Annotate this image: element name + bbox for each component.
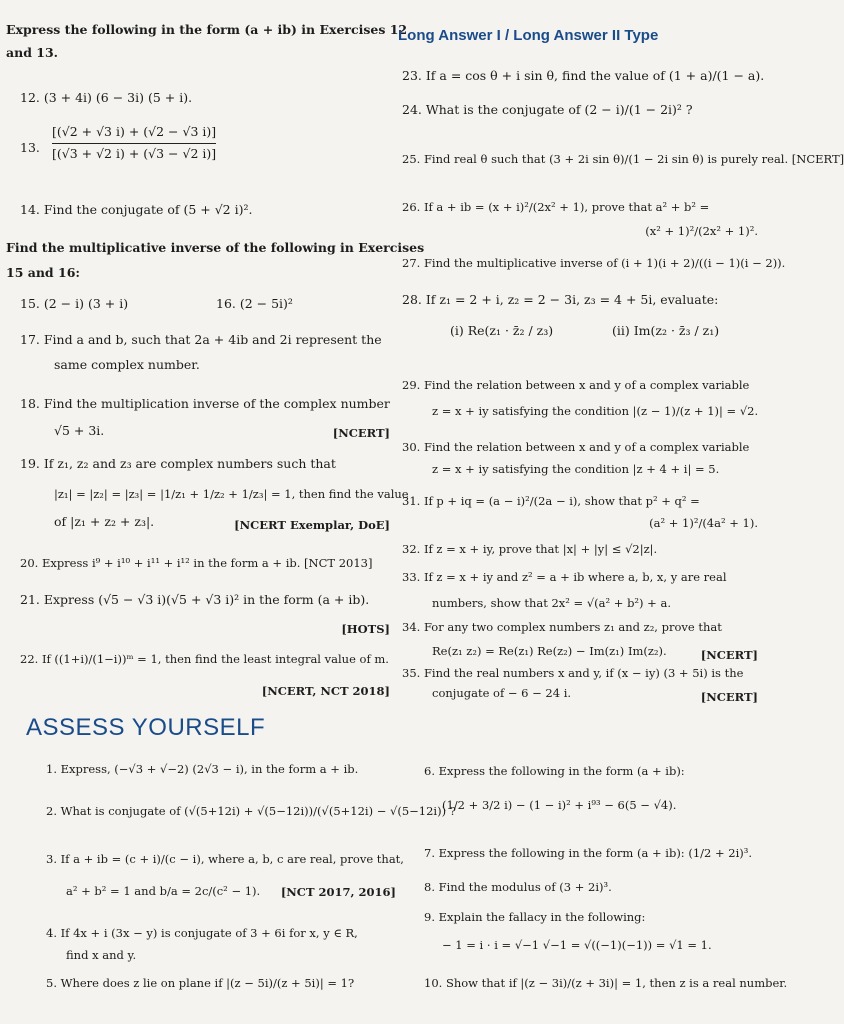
question-18 [20,396,390,440]
question-20: 20. Express i⁹ + i¹⁰ + i¹¹ + i¹² in the form a + ib. [NCT 2013] [20,556,373,570]
question-line: a² + b² = 1 and b/a = 2c/(c² − 1). [66,883,261,898]
question-23: 23. If a = cos θ + i sin θ, find the value of (1 + a)/(1 − a). [402,68,765,83]
question-line: conjugate of − 6 − 24 i. [432,685,572,700]
question-25: 25. Find real θ such that (3 + 2i sin θ)/(1 − 2i sin θ) is purely real. [NCERT] [402,152,844,166]
question-26 [402,200,758,239]
source-tag: [NCERT Exemplar, DoE] [234,518,390,532]
fraction-numerator: [(√2 + √3 i) + (√2 − √3 i)] [52,124,216,144]
question-line: (1/2 + 3/2 i) − (1 − i)² + i⁹³ − 6(5 − √4). [442,797,677,812]
question-line: find x and y. [66,947,137,962]
assess-question-7: 7. Express the following in the form (a + ib): (1/2 + 2i)³. [424,846,753,860]
question-line: 31. If p + iq = (a − i)²/(2a − i), show that p² + q² = [402,494,700,508]
question-line: (a² + 1)²/(4a² + 1). [649,515,758,530]
assess-question-8: 8. Find the modulus of (3 + 2i)³. [424,880,612,894]
source-tag: [NCT 2017, 2016] [280,885,396,899]
source-tag: [NCERT, NCT 2018] [261,684,390,698]
question-line: 35. Find the real numbers x and y, if (x − iy) (3 + 5i) is the [402,666,744,680]
question-line: 6. Express the following in the form (a + ib): [424,764,685,778]
question-line: 3. If a + ib = (c + i)/(c − i), where a, b, c are real, prove that, [46,852,404,866]
heading-line: and 13. [6,44,59,60]
question-27: 27. Find the multiplicative inverse of (i + 1)(i + 2)/((i − 1)(i − 2)). [402,256,786,270]
question-line: numbers, show that 2x² = √(a² + b²) + a. [432,595,671,610]
question-28 [402,292,758,363]
question-line: 34. For any two complex numbers z₁ and z₂, prove that [402,620,722,634]
assess-question-5: 5. Where does z lie on plane if |(z − 5i)/(z + 5i)| = 1? [46,976,355,990]
source-tag: [NCERT] [332,426,390,440]
question-15: 15. (2 − i) (3 + i) [20,296,129,311]
question-32: 32. If z = x + iy, prove that |x| + |y| ≤ √2|z|. [402,542,658,556]
question-14: 14. Find the conjugate of (5 + √2 i)². [20,202,253,217]
question-30 [402,440,758,477]
question-33 [402,570,758,611]
question-part: (ii) Im(z₂ · z̄₃ / z₁) [612,322,720,338]
question-16: 16. (2 − 5i)² [216,296,293,311]
question-line: 17. Find a and b, such that 2a + 4ib and 2i represent the [20,332,382,347]
heading-exercises-15-16 [6,240,424,282]
question-line: 33. If z = x + iy and z² = a + ib where a, b, x, y are real [402,570,727,584]
question-line: 4. If 4x + i (3x − y) is conjugate of 3 + 6i for x, y ∈ R, [46,926,358,940]
question-31 [402,494,758,531]
question-line: √5 + 3i. [54,422,105,438]
heading-line: 15 and 16: [6,264,81,280]
question-line: − 1 = i · i = √−1 √−1 = √((−1)(−1)) = √1 = 1. [442,937,712,952]
question-line: 28. If z₁ = 2 + i, z₂ = 2 − 3i, z₃ = 4 + 5i, evaluate: [402,292,719,307]
assess-question-9 [424,910,760,953]
question-line: 26. If a + ib = (x + i)²/(2x² + 1), prove that a² + b² = [402,200,710,214]
question-line: 18. Find the multiplication inverse of the complex number [20,396,390,411]
fraction-denominator: [(√3 + √2 i) + (√3 − √2 i)] [52,145,217,161]
question-line: 30. Find the relation between x and y of a complex variable [402,440,750,454]
heading-exercises-12-13 [6,22,407,62]
question-17 [20,332,390,374]
question-line: of |z₁ + z₂ + z₃|. [54,514,155,530]
assess-question-1: 1. Express, (−√3 + √−2) (2√3 − i), in the form a + ib. [46,762,359,776]
section-heading-long-answer: Long Answer I / Long Answer II Type [398,27,659,44]
question-line: |z₁| = |z₂| = |z₃| = |1/z₁ + 1/z₂ + 1/z₃| = 1, then find the value [54,486,409,501]
question-34 [402,620,758,662]
question-22 [20,652,390,698]
heading-line: Express the following in the form (a + ib) in Exercises 12 [6,22,408,37]
question-line: same complex number. [54,356,200,372]
assess-question-2: 2. What is conjugate of (√(5+12i) + √(5−12i))/(√(5+12i) − √(5−12i)) ? [46,804,456,818]
question-line: 19. If z₁, z₂ and z₃ are complex numbers such that [20,456,336,471]
source-tag: [NCERT] [700,648,758,662]
heading-line: Find the multiplicative inverse of the following in Exercises [6,240,425,255]
question-line: 29. Find the relation between x and y of a complex variable [402,378,750,392]
source-tag: [HOTS] [341,622,390,636]
question-35 [402,666,758,704]
assess-question-3 [46,852,404,899]
question-line: (x² + 1)²/(2x² + 1)². [645,223,758,238]
question-line: Re(z₁ z₂) = Re(z₁) Re(z₂) − Im(z₁) Im(z₂). [432,643,667,658]
question-line: 21. Express (√5 − √3 i)(√5 + √3 i)² in the form (a + ib). [20,592,370,607]
question-line: z = x + iy satisfying the condition |(z − 1)/(z + 1)| = √2. [432,403,759,418]
question-line: z = x + iy satisfying the condition |z + 4 + i| = 5. [432,461,720,476]
question-29 [402,378,758,419]
assess-yourself-title: ASSESS YOURSELF [26,714,266,741]
assess-question-4 [46,926,396,963]
question-line: 22. If ((1+i)/(1−i))ᵐ = 1, then find the least integral value of m. [20,652,389,666]
assess-question-6 [424,764,760,813]
question-19 [20,456,409,532]
assess-question-10: 10. Show that if |(z − 3i)/(z + 3i)| = 1, then z is a real number. [424,976,788,990]
question-21 [20,592,390,636]
question-number: 13. [20,140,40,155]
fraction [52,124,216,163]
question-12: 12. (3 + 4i) (6 − 3i) (5 + i). [20,90,193,105]
question-24: 24. What is the conjugate of (2 − i)/(1 − 2i)² ? [402,102,693,117]
question-part: (i) Re(z₁ · z̄₂ / z₃) [450,322,554,338]
source-tag: [NCERT] [700,690,758,704]
question-line: 9. Explain the fallacy in the following: [424,910,646,924]
